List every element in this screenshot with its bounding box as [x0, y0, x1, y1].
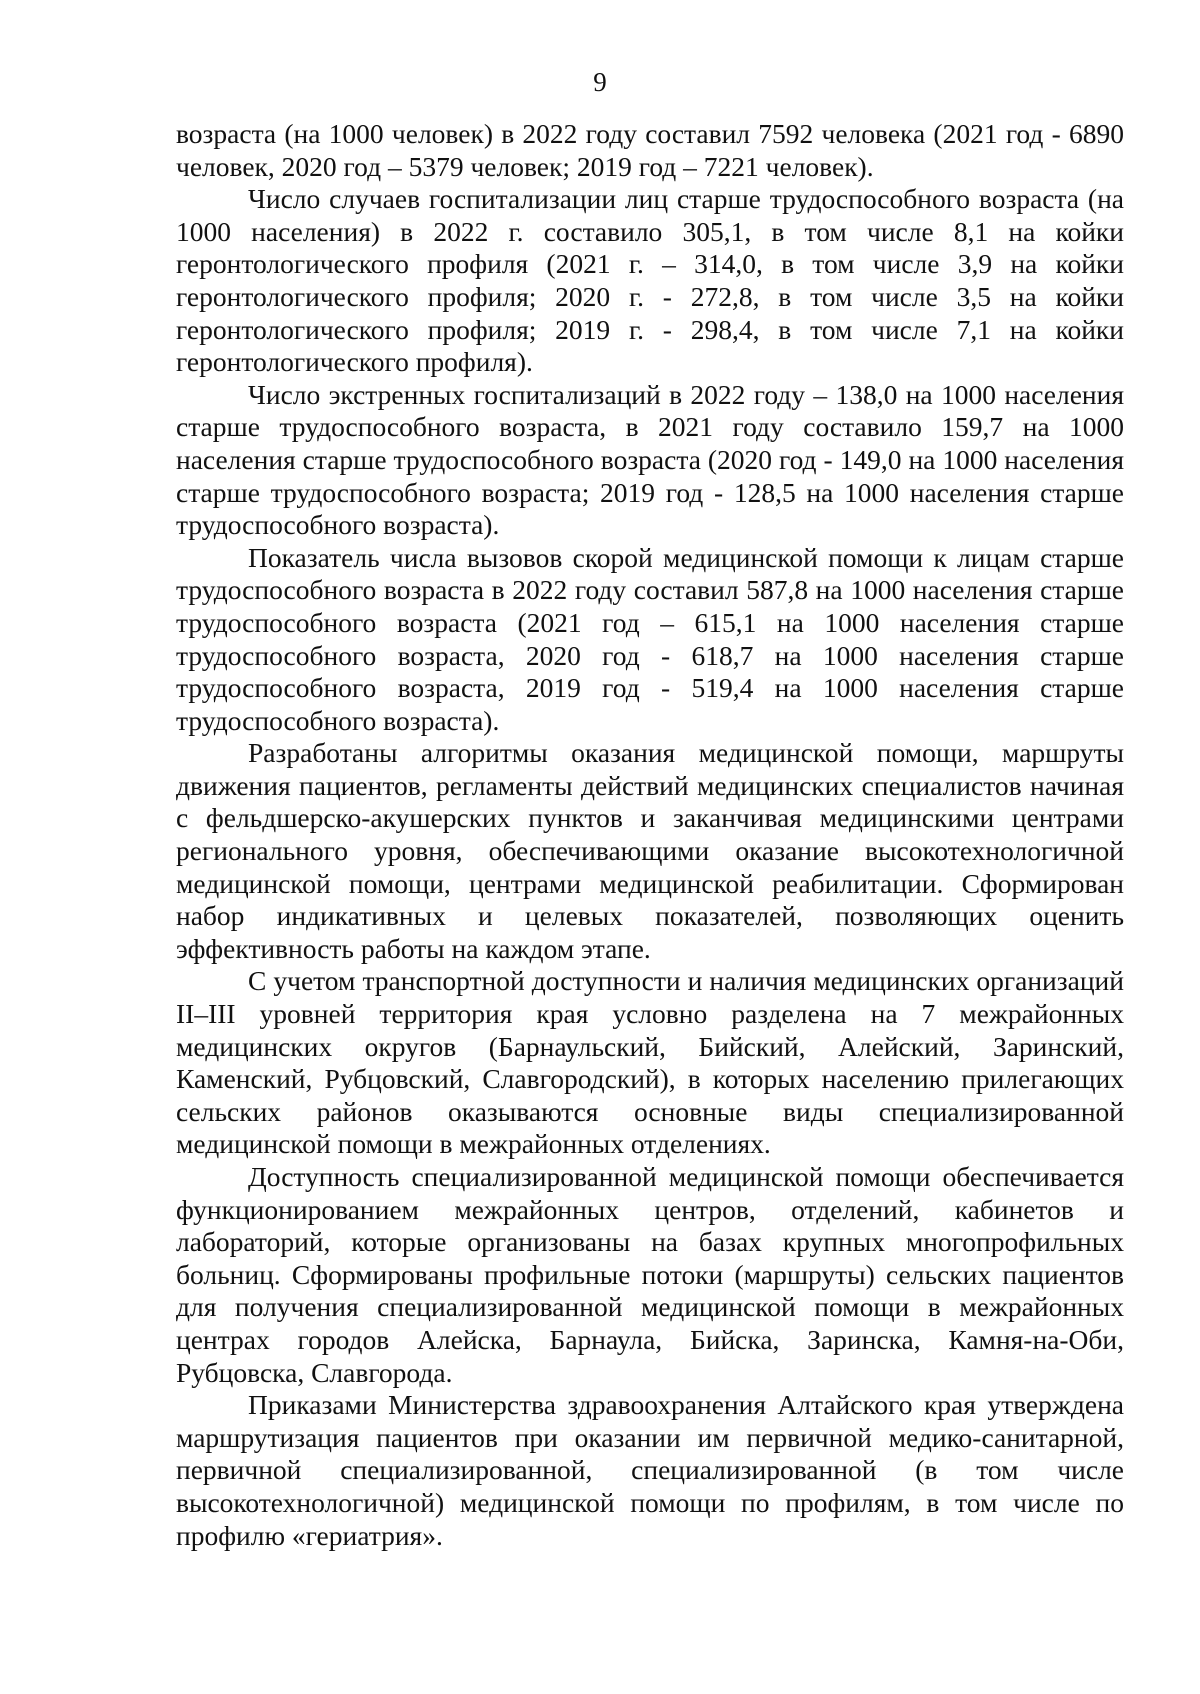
page-number: 9	[593, 67, 607, 97]
paragraph-algorithms: Разработаны алгоритмы оказания медицинской помощи, маршруты движения пациентов, регламенты действий медицинских специалистов начиная с фельдшерско-акушерских пунктов и заканчивая медицинскими центрами регионального уровня, обеспечивающими оказание высокотехнологичной медицинской помощи, центрами медицинской реабилитации. Сформирован набор индикативных и целевых показателей, позволяющих оценить эффективность работы на каждом этапе.	[176, 737, 1124, 964]
paragraph-continuation: возраста (на 1000 человек) в 2022 году составил 7592 человека (2021 год - 6890 человек, 2020 год – 5379 человек; 2019 год – 7221 человек).	[176, 118, 1124, 182]
paragraph-ministry-orders: Приказами Министерства здравоохранения Алтайского края утверждена маршрутизация пациентов при оказании им первичной медико-санитарной, первичной специализированной, специализированной (в том числе высокотехнологичной) медицинской помощи по профилям, в том числе по профилю «гериатрия».	[176, 1389, 1124, 1551]
paragraph-ambulance-calls: Показатель числа вызовов скорой медицинской помощи к лицам старше трудоспособного возраста в 2022 году составил 587,8 на 1000 населения старше трудоспособного возраста (2021 год – 615,1 на 1000 населения старше трудоспособного возраста, 2020 год - 618,7 на 1000 населения старше трудоспособного возраста, 2019 год - 519,4 на 1000 населения старше трудоспособного возраста).	[176, 541, 1124, 736]
paragraph-availability: Доступность специализированной медицинской помощи обеспечивается функционированием межрайонных центров, отделений, кабинетов и лабораторий, которые организованы на базах крупных многопрофильных больниц. Сформированы профильные потоки (маршруты) сельских пациентов для получения специализированной медицинской помощи в межрайонных центрах городов Алейска, Барнаула, Бийска, Заринска, Камня-на-Оби, Рубцовска, Славгорода.	[176, 1161, 1124, 1388]
paragraph-gerontology-hospitalization: Число случаев госпитализации лиц старше трудоспособного возраста (на 1000 населения) в 2022 г. составило 305,1, в том числе 8,1 на койки геронтологического профиля (2021 г. – 314,0, в том числе 3,9 на койки геронтологического профиля; 2020 г. - 272,8, в том числе 3,5 на койки геронтологического профиля; 2019 г. - 298,4, в том числе 7,1 на койки геронтологического профиля).	[176, 183, 1124, 378]
paragraph-emergency-hospitalization: Число экстренных госпитализаций в 2022 году – 138,0 на 1000 населения старше трудоспособного возраста, в 2021 году составило 159,7 на 1000 населения старше трудоспособного возраста (2020 год - 149,0 на 1000 населения старше трудоспособного возраста; 2019 год - 128,5 на 1000 населения старше трудоспособного возраста).	[176, 378, 1124, 541]
document-body	[176, 118, 1124, 1552]
paragraph-medical-districts: С учетом транспортной доступности и наличия медицинских организаций II–III уровней территория края условно разделена на 7 межрайонных медицинских округов (Барнаульский, Бийский, Алейский, Заринский, Каменский, Рубцовский, Славгородский), в которых населению прилегающих сельских районов оказываются основные виды специализированной медицинской помощи в межрайонных отделениях.	[176, 965, 1124, 1160]
